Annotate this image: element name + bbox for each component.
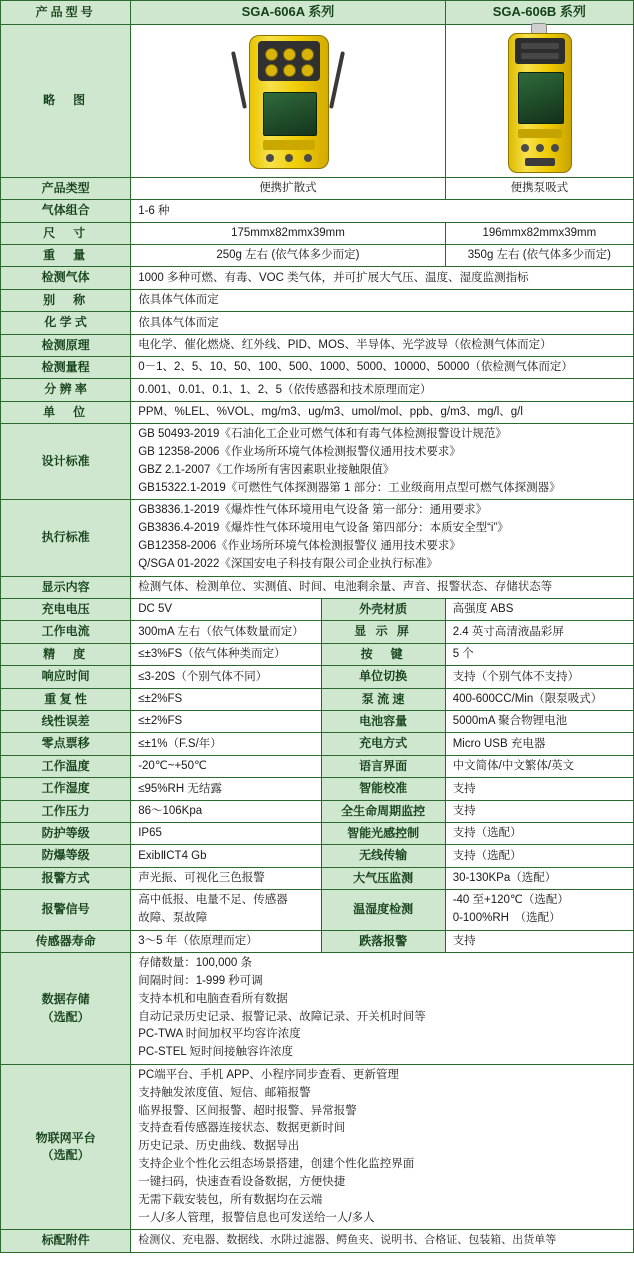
design-std-line: GB 12358-2006《作业场所环境气体检测报警仪通用技术要求》 [138, 445, 461, 458]
storage-label-line: （选配） [41, 1009, 90, 1024]
table-row-accuracy [1, 643, 634, 665]
iot-line: 支持触发浓度值、短信、邮箱报警 [138, 1086, 311, 1099]
temp-hum-label: 温湿度检测 [321, 890, 445, 931]
pressure-mon-value: 30-130KPa（选配） [445, 867, 633, 889]
detect-gas-value: 1000 多种可燃、有毒、VOC 类气体，并可扩展大气压、温度、湿度监测指标 [131, 267, 634, 289]
product-type-label: 产品类型 [1, 177, 131, 199]
product-type-b: 便携泵吸式 [445, 177, 633, 199]
iot-label-line: 物联网平台 [35, 1130, 96, 1145]
accessories-value: 检测仪、充电器、数据线、水阱过滤器、鳄鱼夹、说明书、合格证、包装箱、出货单等 [131, 1230, 634, 1252]
table-row-accessories [1, 1230, 634, 1252]
iot-label [1, 1065, 131, 1230]
alarm-signal-line: 故障、泵故障 [138, 911, 208, 924]
display-content-value: 检测气体、检测单位、实测值、时间、电池剩余量、声音、报警状态、存储状态等 [131, 576, 634, 598]
keys-value: 5 个 [445, 643, 633, 665]
work-current-value: 300mA 左右（依气体数量而定） [131, 621, 321, 643]
response-label: 响应时间 [1, 666, 131, 688]
design-std-value [131, 424, 634, 500]
exec-std-label: 执行标准 [1, 500, 131, 576]
table-row-design-std [1, 424, 634, 500]
table-row-product-type [1, 177, 634, 199]
table-row-charge-voltage [1, 599, 634, 621]
table-row-response [1, 666, 634, 688]
accuracy-value: ≤±3%FS（依气体种类而定） [131, 643, 321, 665]
work-temp-value: -20℃~+50℃ [131, 755, 321, 777]
table-row-work-pressure [1, 800, 634, 822]
table-row-zero-drift [1, 733, 634, 755]
pump-flow-label: 泵 流 速 [321, 688, 445, 710]
unit-switch-value: 支持（个别气体不支持） [445, 666, 633, 688]
linear-err-label: 线性误差 [1, 710, 131, 732]
keys-label: 按 键 [321, 643, 445, 665]
table-row-repeat [1, 688, 634, 710]
table-row-header [1, 1, 634, 25]
wireless-label: 无线传输 [321, 845, 445, 867]
sensor-life-label: 传感器寿命 [1, 930, 131, 952]
language-value: 中文简体/中文繁体/英文 [445, 755, 633, 777]
charge-mode-label: 充电方式 [321, 733, 445, 755]
table-row-resolution [1, 379, 634, 401]
alarm-signal-line: 高中低报、电量不足、传感器 [138, 894, 288, 907]
unit-switch-label: 单位切换 [321, 666, 445, 688]
battery-value: 5000mA 聚合物锂电池 [445, 710, 633, 732]
work-humidity-value: ≤95%RH 无结露 [131, 778, 321, 800]
smart-cal-label: 智能校准 [321, 778, 445, 800]
diagram-label: 略 图 [1, 24, 131, 177]
storage-value [131, 953, 634, 1065]
iot-value [131, 1065, 634, 1230]
photoion-label: 智能光感控制 [321, 822, 445, 844]
exec-std-line: GB3836.4-2019《爆炸性气体环境用电气设备 第四部分：本质安全型“i”》 [138, 522, 509, 535]
display-content-label: 显示内容 [1, 576, 131, 598]
protect-level-label: 防护等级 [1, 822, 131, 844]
table-row-principle [1, 334, 634, 356]
design-std-line: GBZ 2.1-2007《工作场所有害因素职业接触限值》 [138, 463, 395, 476]
shell-material-label: 外壳材质 [321, 599, 445, 621]
charge-voltage-label: 充电电压 [1, 599, 131, 621]
exec-std-value [131, 500, 634, 576]
smart-cal-value: 支持 [445, 778, 633, 800]
zero-drift-value: ≤±1%（F.S/年） [131, 733, 321, 755]
ex-level-label: 防爆等级 [1, 845, 131, 867]
table-row-work-current [1, 621, 634, 643]
weight-label: 重 量 [1, 245, 131, 267]
exec-std-line: Q/SGA 01-2022《深国安电子科技有限公司企业执行标准》 [138, 557, 438, 570]
storage-line: 间隔时间：1-999 秒可调 [138, 974, 263, 987]
table-row-work-temp [1, 755, 634, 777]
alarm-signal-value [131, 890, 321, 931]
temp-hum-line: -40 至+120℃（选配） [452, 894, 569, 907]
table-row-formula [1, 312, 634, 334]
header-label: 产品型号 [1, 1, 131, 25]
unit-label: 单 位 [1, 401, 131, 423]
principle-label: 检测原理 [1, 334, 131, 356]
size-b: 196mmx82mmx39mm [445, 222, 633, 244]
work-pressure-label: 工作压力 [1, 800, 131, 822]
pump-flow-value: 400-600CC/Min（限泵吸式） [445, 688, 633, 710]
device-image-a [131, 24, 445, 177]
weight-a: 250g 左右 (依气体多少而定) [131, 245, 445, 267]
resolution-label: 分 辨 率 [1, 379, 131, 401]
weight-b: 350g 左右 (依气体多少而定) [445, 245, 633, 267]
drop-alarm-label: 跌落报警 [321, 930, 445, 952]
life-monitor-label: 全生命周期监控 [321, 800, 445, 822]
temp-hum-line: 0-100%RH （选配） [452, 911, 561, 924]
alarm-mode-label: 报警方式 [1, 867, 131, 889]
battery-label: 电池容量 [321, 710, 445, 732]
resolution-value: 0.001、0.01、0.1、1、2、5（依传感器和技术原理而定） [131, 379, 634, 401]
range-label: 检测量程 [1, 356, 131, 378]
table-row-alarm-mode [1, 867, 634, 889]
shell-material-value: 高强度 ABS [445, 599, 633, 621]
storage-line: 自动记录历史记录、报警记录、故障记录、开关机时间等 [138, 1010, 426, 1023]
screen-value: 2.4 英寸高清液晶彩屏 [445, 621, 633, 643]
charge-voltage-value: DC 5V [131, 599, 321, 621]
table-row-unit [1, 401, 634, 423]
iot-line: PC端平台、手机 APP、小程序同步查看、更新管理 [138, 1069, 399, 1081]
design-std-label: 设计标准 [1, 424, 131, 500]
header-model-b: SGA-606B 系列 [445, 1, 633, 25]
table-row-range [1, 356, 634, 378]
table-row-ex-level [1, 845, 634, 867]
repeat-label: 重 复 性 [1, 688, 131, 710]
linear-err-value: ≤±2%FS [131, 710, 321, 732]
storage-label-line: 数据存储 [41, 992, 90, 1007]
storage-line: PC-TWA 时间加权平均容许浓度 [138, 1028, 301, 1041]
gas-combo-label: 气体组合 [1, 200, 131, 222]
zero-drift-label: 零点票移 [1, 733, 131, 755]
table-row-diagram [1, 24, 634, 177]
table-row-display-content [1, 576, 634, 598]
alias-value: 依具体气体而定 [131, 289, 634, 311]
work-humidity-label: 工作湿度 [1, 778, 131, 800]
product-type-a: 便携扩散式 [131, 177, 445, 199]
storage-label [1, 953, 131, 1065]
temp-hum-value [445, 890, 633, 931]
iot-line: 历史记录、历史曲线、数据导出 [138, 1140, 300, 1153]
pressure-mon-label: 大气压监测 [321, 867, 445, 889]
gas-combo-value: 1-6 种 [131, 200, 634, 222]
table-row-protect-level [1, 822, 634, 844]
table-row-storage [1, 953, 634, 1065]
wireless-value: 支持（选配） [445, 845, 633, 867]
iot-line: 临界报警、区间报警、超时报警、异常报警 [138, 1104, 357, 1117]
table-row-weight [1, 245, 634, 267]
header-model-a: SGA-606A 系列 [131, 1, 445, 25]
device-image-b [445, 24, 633, 177]
work-current-label: 工作电流 [1, 621, 131, 643]
alias-label: 别 称 [1, 289, 131, 311]
table-row-work-humidity [1, 778, 634, 800]
table-row-alias [1, 289, 634, 311]
work-temp-label: 工作温度 [1, 755, 131, 777]
drop-alarm-value: 支持 [445, 930, 633, 952]
storage-line: 支持本机和电脑查看所有数据 [138, 992, 288, 1005]
size-label: 尺 寸 [1, 222, 131, 244]
repeat-value: ≤±2%FS [131, 688, 321, 710]
protect-level-value: IP65 [131, 822, 321, 844]
table-row-iot [1, 1065, 634, 1230]
design-std-line: GB 50493-2019《石油化工企业可燃气体和有毒气体检测报警设计规范》 [138, 428, 507, 441]
table-row-exec-std [1, 500, 634, 576]
photoion-value: 支持（选配） [445, 822, 633, 844]
unit-value: PPM、%LEL、%VOL、mg/m3、ug/m3、umol/mol、ppb、g/m3、mg/l、g/l [131, 401, 634, 423]
table-row-sensor-life [1, 930, 634, 952]
table-row-alarm-signal [1, 890, 634, 931]
work-pressure-value: 86～106Kpa [131, 800, 321, 822]
table-row-linear-err [1, 710, 634, 732]
storage-line: PC-STEL 短时间接触容许浓度 [138, 1046, 294, 1059]
principle-value: 电化学、催化燃烧、红外线、PID、MOS、半导体、光学波导（依检测气体而定） [131, 334, 634, 356]
formula-label: 化 学 式 [1, 312, 131, 334]
ex-level-value: ExibⅡCT4 Gb [131, 845, 321, 867]
range-value: 0－1、2、5、10、50、100、500、1000、5000、10000、50000（依检测气体而定） [131, 356, 634, 378]
iot-line: 支持查看传感器连接状态、数据更新时间 [138, 1122, 346, 1135]
charge-mode-value: Micro USB 充电器 [445, 733, 633, 755]
alarm-mode-value: 声光振、可视化三色报警 [131, 867, 321, 889]
table-row-size [1, 222, 634, 244]
table-row-detect-gas [1, 267, 634, 289]
alarm-signal-label: 报警信号 [1, 890, 131, 931]
iot-line: 支持企业个性化云组态场景搭建，创建个性化监控界面 [138, 1158, 415, 1171]
iot-label-line: （选配） [41, 1148, 90, 1163]
screen-label: 显 示 屏 [321, 621, 445, 643]
response-value: ≤3-20S（个别气体不同） [131, 666, 321, 688]
formula-value: 依具体气体而定 [131, 312, 634, 334]
life-monitor-value: 支持 [445, 800, 633, 822]
language-label: 语言界面 [321, 755, 445, 777]
iot-line: 一键扫码，快速查看设备数据，方便快捷 [138, 1175, 346, 1188]
iot-line: 无需下载安装包，所有数据均在云端 [138, 1193, 323, 1206]
storage-line: 存储数量：100,000 条 [138, 957, 252, 970]
exec-std-line: GB12358-2006《作业场所环境气体检测报警仪 通用技术要求》 [138, 540, 461, 553]
accuracy-label: 精 度 [1, 643, 131, 665]
sensor-life-value: 3～5 年（依原理而定） [131, 930, 321, 952]
table-row-gas-combo [1, 200, 634, 222]
design-std-line: GB15322.1-2019《可燃性气体探测器第 1 部分：工业级商用点型可燃气体探测器》 [138, 481, 561, 494]
detect-gas-label: 检测气体 [1, 267, 131, 289]
size-a: 175mmx82mmx39mm [131, 222, 445, 244]
accessories-label: 标配附件 [1, 1230, 131, 1252]
iot-line: 一人/多人管理，报警信息也可发送给一人/多人 [138, 1211, 375, 1224]
exec-std-line: GB3836.1-2019《爆炸性气体环境用电气设备 第一部分：通用要求》 [138, 504, 488, 517]
